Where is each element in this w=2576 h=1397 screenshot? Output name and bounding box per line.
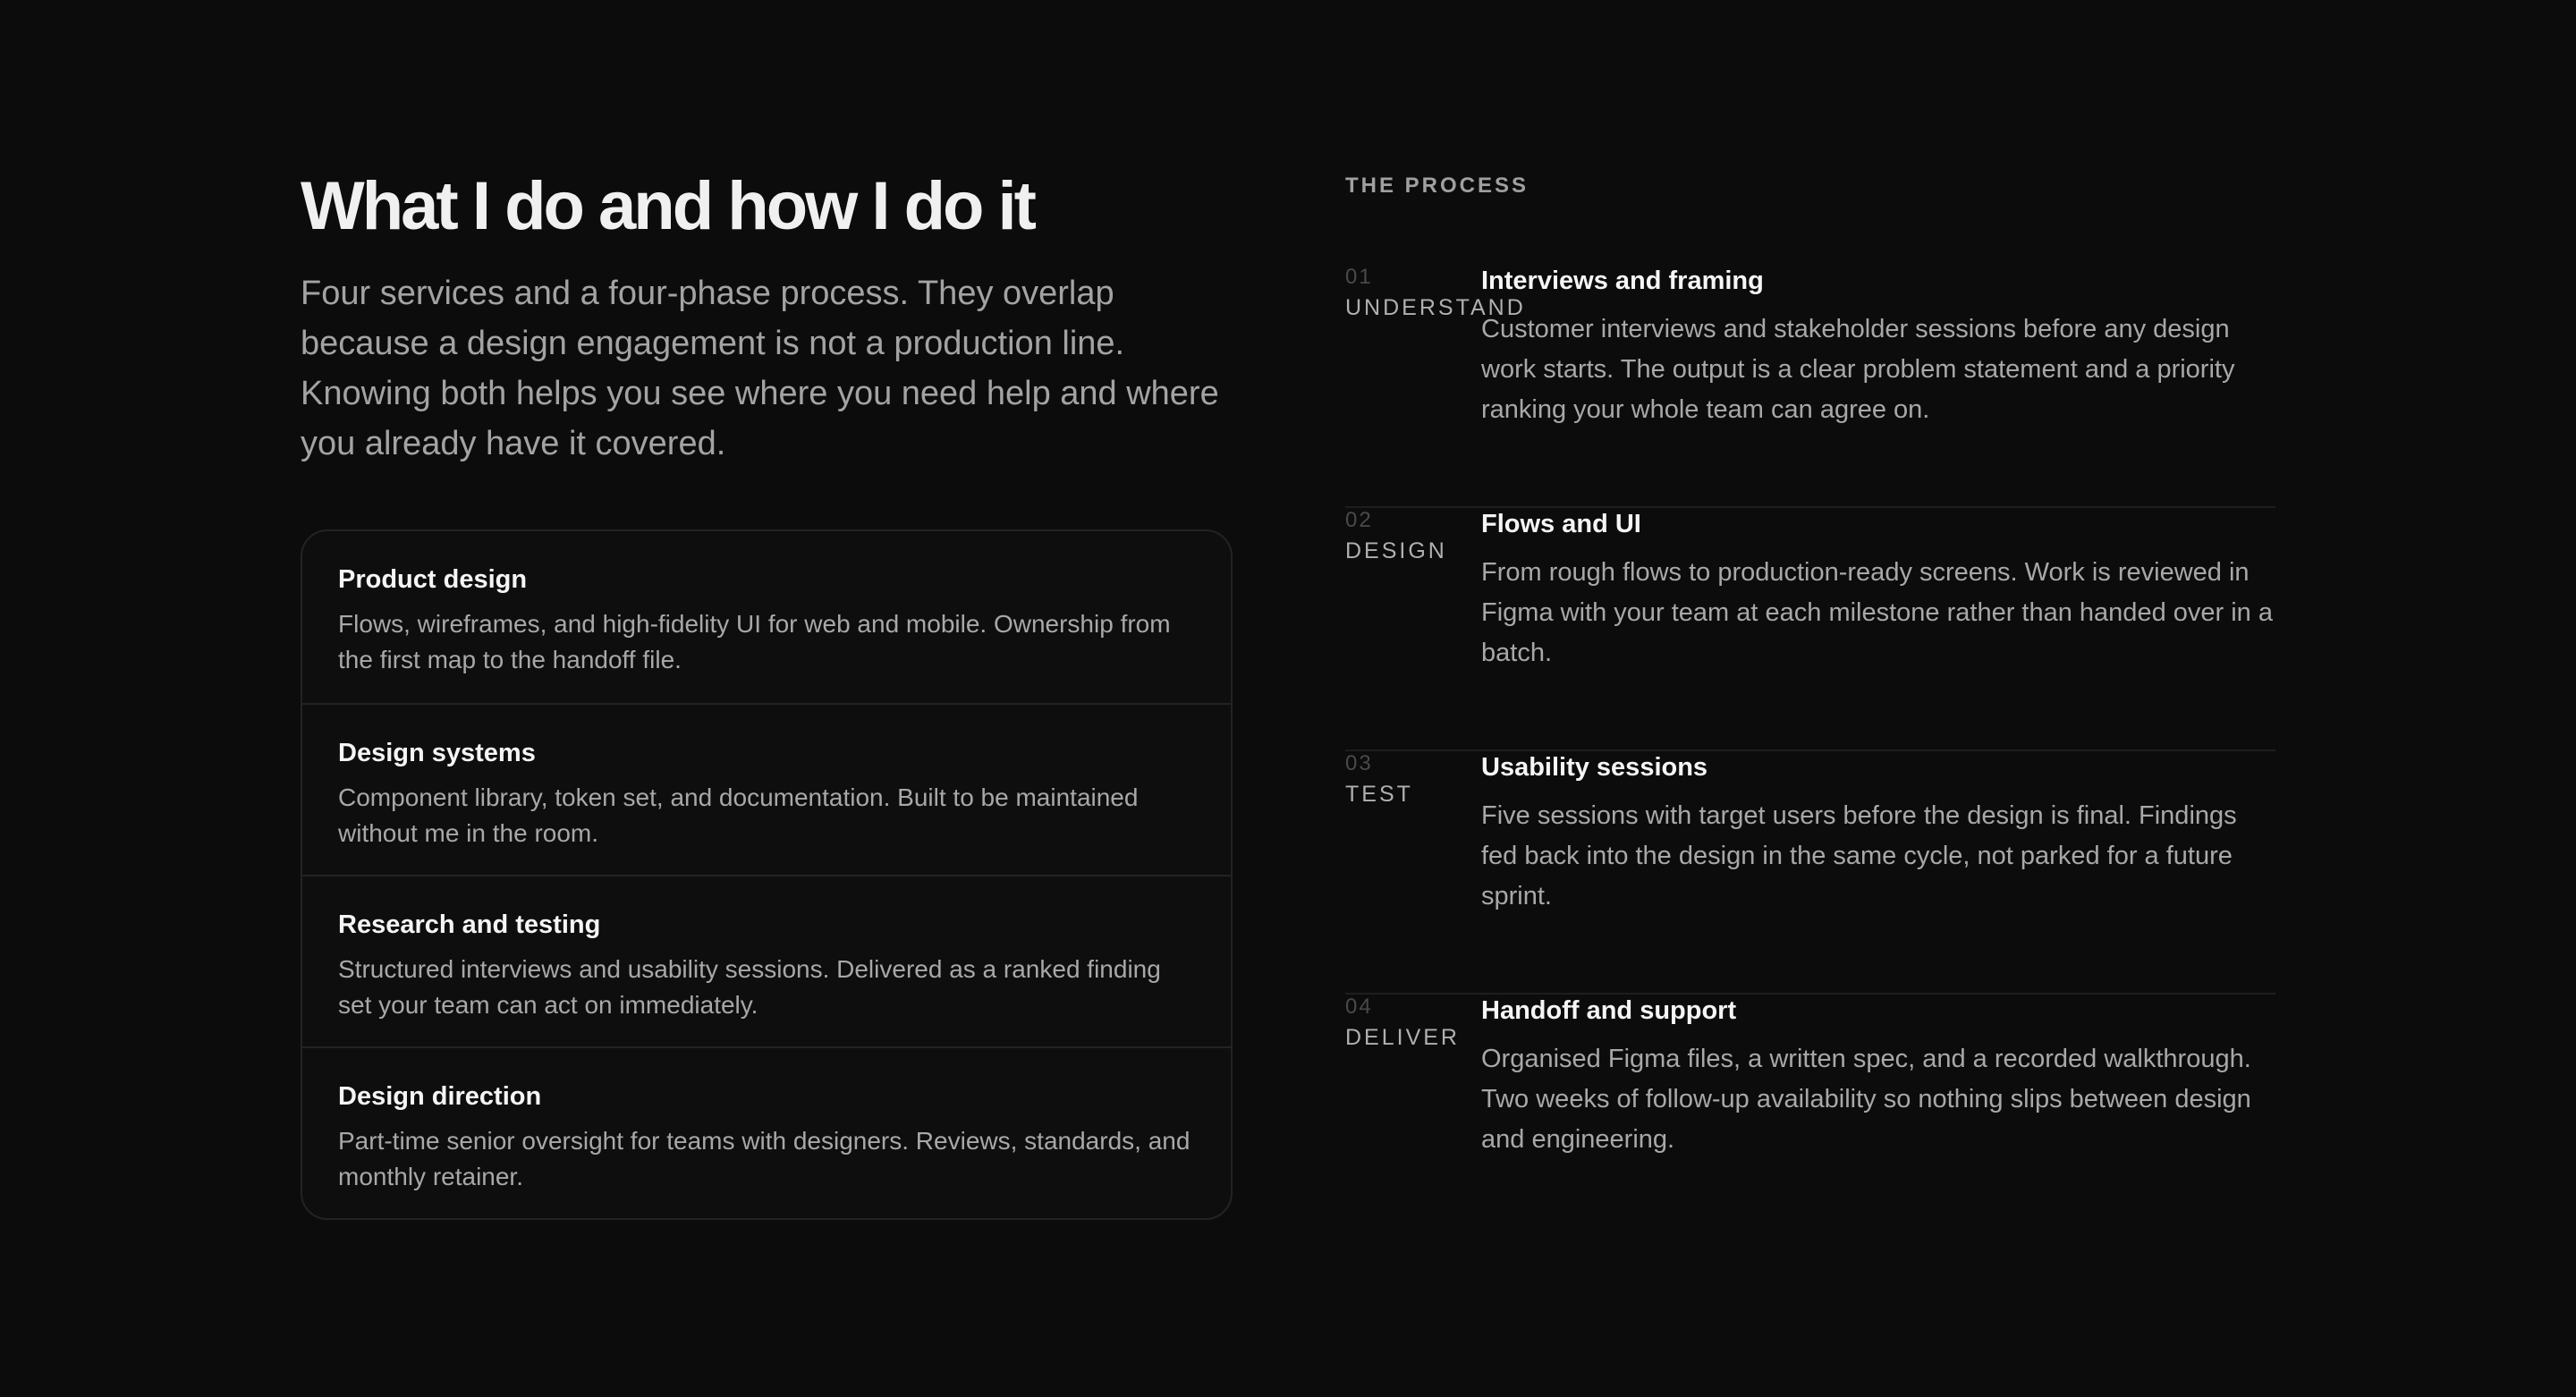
- process-phase-deliver: [1345, 995, 2275, 1236]
- phase-description: Five sessions with target users before the design is final. Findings fed back into the design in the same cycle, not parked for a future sprint.: [1481, 801, 2237, 910]
- service-description: Flows, wireframes, and high-fidelity UI for web and mobile. Ownership from the first map to the handoff file.: [338, 610, 1171, 673]
- phase-title: Usability sessions: [1481, 753, 1708, 782]
- service-description: Part-time senior oversight for teams with designers. Reviews, standards, and monthly retainer.: [338, 1127, 1191, 1190]
- phase-name: TEST: [1345, 782, 1413, 807]
- service-description: Structured interviews and usability sessions. Delivered as a ranked finding set your team can act on immediately.: [338, 955, 1161, 1019]
- services-card: [301, 529, 1233, 1220]
- phase-description: From rough flows to production-ready screens. Work is reviewed in Figma with your team at each milestone rather than handed over in a batch.: [1481, 558, 2273, 667]
- process-section: [1345, 174, 2275, 1236]
- intro-section: [301, 166, 1231, 469]
- phase-title: Handoff and support: [1481, 996, 1737, 1025]
- phase-name: DESIGN: [1345, 538, 1447, 563]
- phase-name: DELIVER: [1345, 1025, 1460, 1050]
- service-item-design-direction: [302, 1046, 1231, 1218]
- process-label: THE PROCESS: [1345, 174, 1530, 198]
- phase-meta: [1345, 265, 1526, 322]
- service-title: Design systems: [338, 739, 536, 767]
- service-item-research-testing: [302, 875, 1231, 1046]
- service-title: Research and testing: [338, 910, 601, 939]
- phase-body: [1481, 995, 2275, 1160]
- phase-number: 03: [1345, 751, 1373, 775]
- phase-meta: [1345, 508, 1488, 565]
- phase-name: UNDERSTAND: [1345, 295, 1526, 320]
- page-title: What I do and how I do it: [301, 168, 1034, 244]
- process-phase-design: [1345, 508, 2275, 751]
- phase-meta: [1345, 995, 1488, 1052]
- phase-body: [1481, 751, 2275, 917]
- service-item-design-systems: [302, 703, 1231, 875]
- phase-description: Customer interviews and stakeholder sessions before any design work starts. The output is a clear problem statement and a priority ranking your whole team can agree on.: [1481, 315, 2235, 424]
- phase-number: 02: [1345, 508, 1373, 532]
- service-title: Design direction: [338, 1082, 542, 1111]
- service-description: Component library, token set, and documentation. Built to be maintained without me in the room.: [338, 783, 1139, 847]
- process-phase-list: [1345, 265, 2275, 1236]
- process-phase-understand: [1345, 265, 2275, 508]
- service-item-product-design: [302, 531, 1231, 703]
- phase-body: [1481, 508, 2275, 673]
- phase-description: Organised Figma files, a written spec, and a recorded walkthrough. Two weeks of follow-up availability so nothing slips between design and engineering.: [1481, 1045, 2251, 1154]
- phase-number: 04: [1345, 995, 1373, 1019]
- phase-title: Interviews and framing: [1481, 267, 1764, 295]
- service-title: Product design: [338, 565, 528, 594]
- phase-body: [1481, 265, 2275, 430]
- intro-lead: Four services and a four-phase process. They overlap because a design engagement is not a production line. Knowing both helps you see where you need help and where you already have it covered.: [301, 275, 1219, 462]
- phase-number: 01: [1345, 265, 1373, 289]
- process-phase-test: [1345, 751, 2275, 995]
- phase-meta: [1345, 751, 1488, 809]
- phase-title: Flows and UI: [1481, 510, 1641, 538]
